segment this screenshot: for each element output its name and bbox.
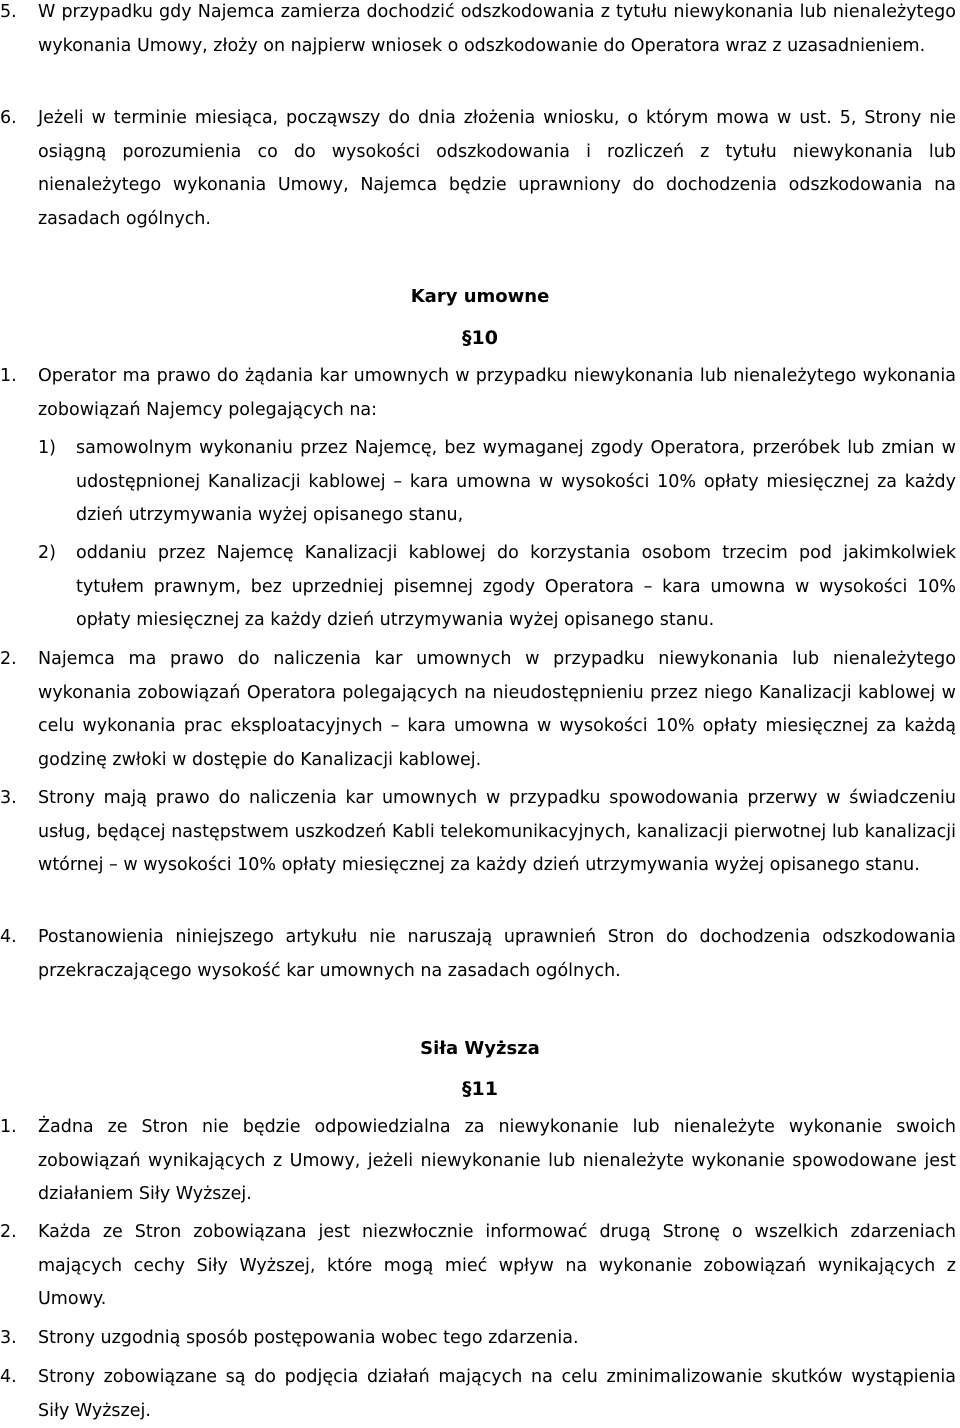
clause-text: Operator ma prawo do żądania kar umownych w przypadku niewykonania lub nienależytego wykonania zobowiązań Najemcy polegających na: bbox=[38, 366, 956, 420]
clause-text: W przypadku gdy Najemca zamierza dochodzić odszkodowania z tytułu niewykonania lub nienależytego wykonania Umowy, złoży on najpierw wniosek o odszkodowanie do Operatora wraz z uzasadnieniem. bbox=[38, 2, 956, 56]
clause-number: 3. bbox=[0, 1328, 17, 1348]
clause-text: Strony mają prawo do naliczenia kar umownych w przypadku spowodowania przerwy w świadczeniu usług, będącej następstwem uszkodzeń Kabli telekomunikacyjnych, kanalizacji pierwotnej lub kanalizacji wtórnej – w wysokości 10% opłaty miesięcznej za każdy dzień utrzymywania wyżej opisanego stanu. bbox=[38, 788, 956, 876]
section-number-11: §11 bbox=[462, 1078, 498, 1100]
clause-text: Postanowienia niniejszego artykułu nie naruszają uprawnień Stron do dochodzenia odszkodowania przekraczającego wysokość kar umownych na zasadach ogólnych. bbox=[38, 927, 956, 981]
clause-11-1 bbox=[0, 1111, 956, 1212]
clause-text: Jeżeli w terminie miesiąca, począwszy do dnia złożenia wniosku, o którym mowa w ust. 5, Strony nie osiągną porozumienia co do wysokości odszkodowania i rozliczeń z tytułu niewykonania lub nienależytego wykonania Umowy, Najemca będzie uprawniony do dochodzenia odszkodowania na zasadach ogólnych. bbox=[38, 108, 956, 229]
clause-11-2 bbox=[0, 1216, 956, 1317]
point-number: 1) bbox=[38, 438, 56, 458]
clause-10-1-point-2 bbox=[0, 537, 956, 638]
point-text: oddaniu przez Najemcę Kanalizacji kablowej do korzystania osobom trzecim pod jakimkolwiek tytułem prawnym, bez uprzedniej pisemnej zgody Operatora – kara umowna w wysokości 10% opłaty miesięcznej za każdy dzień utrzymywania wyżej opisanego stanu. bbox=[76, 543, 956, 631]
clause-number: 6. bbox=[0, 108, 17, 128]
clause-10-2 bbox=[0, 643, 956, 777]
clause-text: Strony uzgodnią sposób postępowania wobec tego zdarzenia. bbox=[38, 1328, 579, 1348]
section-title-kary-umowne: Kary umowne bbox=[410, 286, 550, 307]
clause-11-4 bbox=[0, 1361, 956, 1428]
clause-10-1-point-1 bbox=[0, 432, 956, 533]
clause-text: Żadna ze Stron nie będzie odpowiedzialna za niewykonanie lub nienależyte wykonanie swoich zobowiązań wynikających z Umowy, jeżeli niewykonanie lub nienależyte wykonanie spowodowane jest działaniem Siły Wyższej. bbox=[38, 1117, 956, 1205]
clause-number: 4. bbox=[0, 927, 17, 947]
clause-10-4 bbox=[0, 921, 956, 988]
clause-number: 5. bbox=[0, 2, 17, 22]
clause-number: 1. bbox=[0, 1117, 17, 1137]
clause-number: 1. bbox=[0, 366, 17, 386]
section-title-sila-wyzsza: Siła Wyższa bbox=[420, 1038, 540, 1059]
section-number-value: 11 bbox=[471, 1078, 498, 1100]
clause-9-5 bbox=[0, 0, 956, 63]
point-text: samowolnym wykonaniu przez Najemcę, bez wymaganej zgody Operatora, przeróbek lub zmian w udostępnionej Kanalizacji kablowej – kara umowna w wysokości 10% opłaty miesięcznej za każdy dzień utrzymywania wyżej opisanego stanu, bbox=[76, 438, 956, 526]
clause-number: 3. bbox=[0, 788, 17, 808]
clause-10-3 bbox=[0, 782, 956, 883]
clause-text: Najemca ma prawo do naliczenia kar umownych w przypadku niewykonania lub nienależytego wykonania zobowiązań Operatora polegających na nieudostępnieniu przez niego Kanalizacji kablowej w celu wykonania prac eksploatacyjnych – kara umowna w wysokości 10% opłaty miesięcznej za każdą godzinę zwłoki w dostępie do Kanalizacji kablowej. bbox=[38, 649, 956, 770]
clause-number: 4. bbox=[0, 1367, 17, 1387]
clause-9-6 bbox=[0, 102, 956, 236]
section-number-10: §10 bbox=[462, 327, 498, 349]
clause-text: Każda ze Stron zobowiązana jest niezwłocznie informować drugą Stronę o wszelkich zdarzeniach mających cechy Siły Wyższej, które mogą mieć wpływ na wykonanie zobowiązań wynikających z Umowy. bbox=[38, 1222, 956, 1310]
section-number-value: 10 bbox=[471, 327, 498, 349]
clause-10-1 bbox=[0, 360, 956, 427]
clause-11-3 bbox=[0, 1322, 956, 1356]
point-number: 2) bbox=[38, 543, 56, 563]
clause-text: Strony zobowiązane są do podjęcia działań mających na celu zminimalizowanie skutków wystąpienia Siły Wyższej. bbox=[38, 1367, 956, 1421]
clause-number: 2. bbox=[0, 1222, 17, 1242]
clause-number: 2. bbox=[0, 649, 17, 669]
